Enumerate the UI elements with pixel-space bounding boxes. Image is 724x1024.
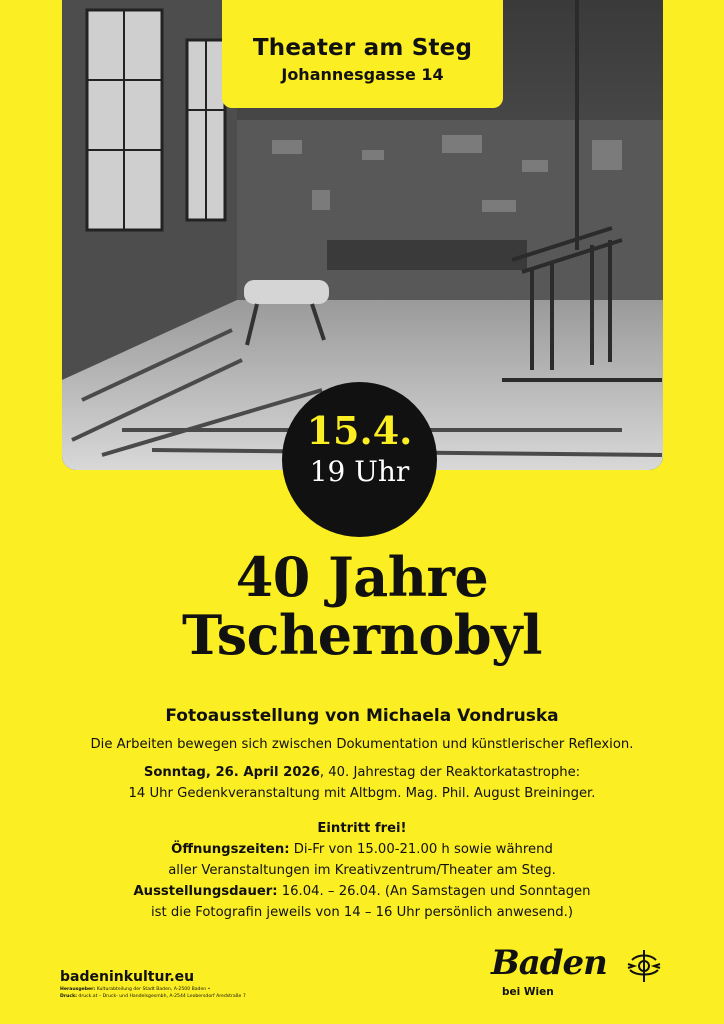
anniversary-rest: , 40. Jahrestag der Reaktorkatastrophe: (319, 765, 581, 780)
duration-line-2: ist die Fotografin jeweils von 14 – 16 Uhr persönlich anwesend.) (151, 905, 573, 920)
footer-url-link[interactable]: badeninkultur.eu (60, 969, 195, 985)
poster-subtitle: Fotoausstellung von Michaela Vondruska (165, 706, 559, 726)
hours-label: Öffnungszeiten: (171, 842, 290, 857)
hours-text: Di-Fr von 15.00-21.00 h sowie während (289, 842, 553, 857)
anniversary-date: Sonntag, 26. April 2026 (143, 765, 320, 780)
date-badge (282, 382, 437, 537)
baden-logo-word: Baden (491, 943, 607, 983)
badge-time: 19 Uhr (309, 455, 410, 488)
duration-text: 16.04. – 26.04. (An Samstagen und Sonntagen (277, 884, 591, 899)
print-label: Druck: (60, 994, 77, 999)
print-text: druck.at – Druck- und Handelsgesmbh, A-2544 Leobersdorf Aredstraße 7 (76, 994, 246, 999)
title-line-1: 40 Jahre (235, 545, 489, 609)
title-line-2: Tschernobyl (181, 603, 542, 667)
anniversary-line-2: 14 Uhr Gedenkveranstaltung mit Altbgm. Mag. Phil. August Breininger. (128, 786, 596, 801)
badge-date: 15.4. (306, 408, 413, 453)
city-crest-icon (624, 946, 664, 986)
publisher-text: Kulturabteilung der Stadt Baden, A-2500 Baden • (95, 987, 211, 992)
intro-text: Die Arbeiten bewegen sich zwischen Dokumentation und künstlerischer Reflexion. (90, 737, 634, 752)
baden-logo-sub: bei Wien (502, 986, 554, 998)
print-line (60, 994, 246, 1000)
info-block (0, 818, 724, 923)
entry-text: Eintritt frei! (317, 821, 407, 836)
poster-title (0, 545, 724, 667)
venue-name: Theater am Steg (252, 35, 473, 61)
anniversary-text (0, 762, 724, 804)
duration-label: Ausstellungsdauer: (133, 884, 278, 899)
publisher-label: Herausgeber: (60, 987, 96, 992)
publisher-line (60, 987, 210, 993)
venue-address: Johannesgasse 14 (281, 65, 444, 84)
hours-line-2: aller Veranstaltungen im Kreativzentrum/Theater am Steg. (168, 863, 556, 878)
venue-box (222, 0, 503, 108)
